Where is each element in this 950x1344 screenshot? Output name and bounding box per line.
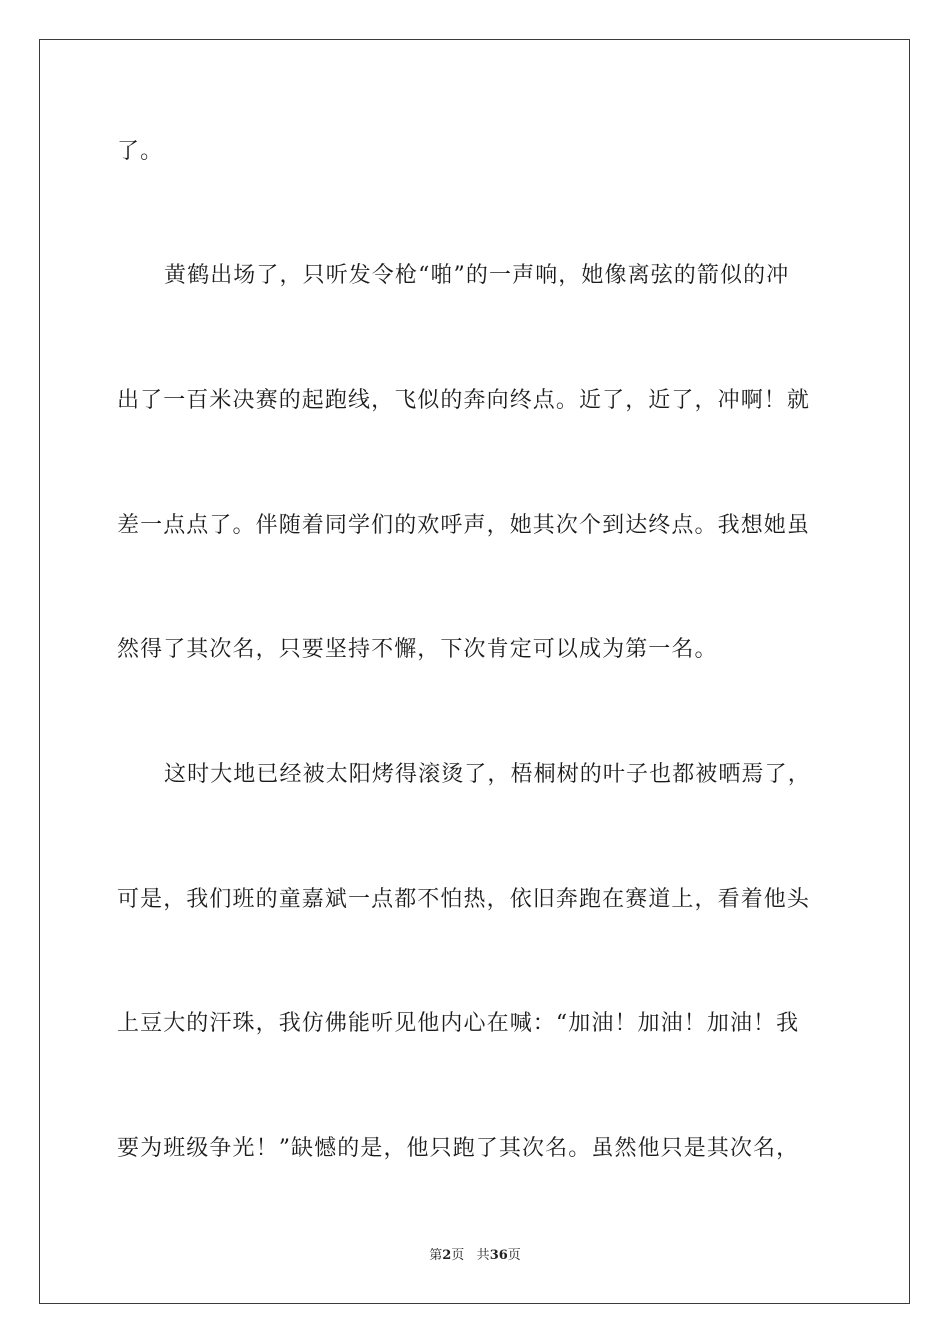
page-footer — [0, 1247, 950, 1265]
text-line: 了。 — [117, 139, 164, 164]
text-line: 上豆大的汗珠，我仿佛能听见他内心在喊：“加油！加油！加油！我 — [117, 1011, 800, 1036]
total-pages: 36 — [489, 1248, 508, 1263]
text-line: 然得了其次名，只要坚持不懈，下次肯定可以成为第一名。 — [117, 637, 718, 662]
total-prefix: 共 — [476, 1248, 490, 1263]
paragraph-first-line: 黄鹤出场了，只听发令枪“啪”的一声响，她像离弦的箭似的冲 — [164, 263, 790, 288]
text-line: 差一点点了。伴随着同学们的欢呼声，她其次个到达终点。我想她虽 — [117, 513, 811, 538]
page-number: 2 — [442, 1248, 452, 1263]
text-line: 要为班级争光！”缺憾的是，他只跑了其次名。虽然他只是其次名， — [117, 1136, 800, 1161]
page-suffix: 页 — [451, 1248, 465, 1263]
page-prefix: 第 — [429, 1248, 443, 1263]
page-border — [39, 39, 910, 1304]
paragraph-first-line: 这时大地已经被太阳烤得滚烫了，梧桐树的叶子也都被晒焉了， — [164, 762, 811, 787]
total-suffix: 页 — [507, 1248, 521, 1263]
text-line: 出了一百米决赛的起跑线，飞似的奔向终点。近了，近了，冲啊！就 — [117, 388, 811, 413]
text-line: 可是，我们班的童嘉斌一点都不怕热，依旧奔跑在赛道上，看着他头 — [117, 887, 811, 912]
